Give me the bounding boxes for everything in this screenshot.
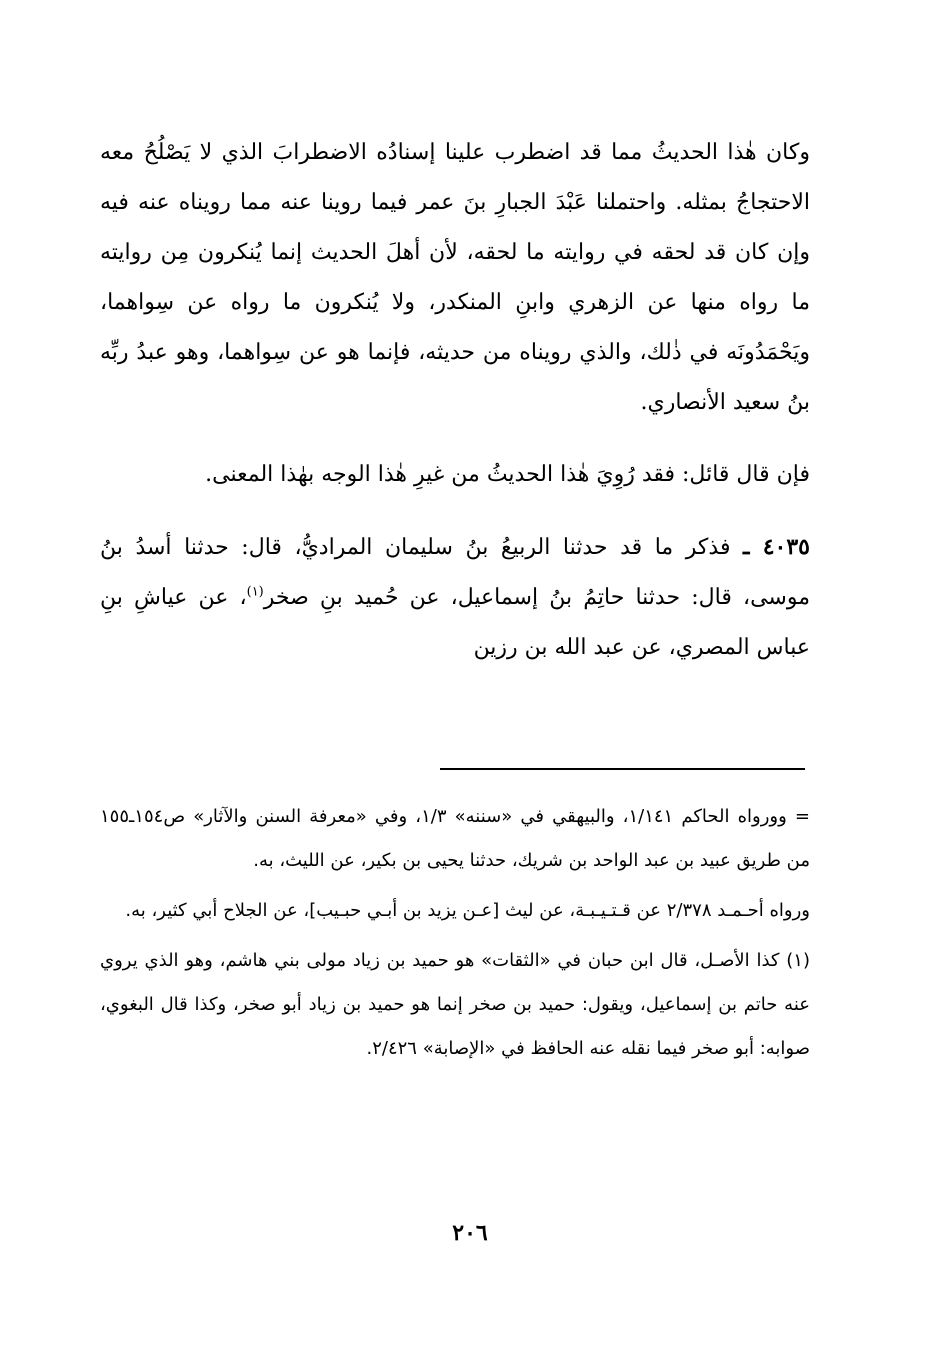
main-text — [100, 128, 810, 673]
page-number: ٢٠٦ — [452, 1220, 488, 1246]
hadith-text-b: ، عن عياشِ بنِ عباس المصري، عن عبد الله بن رزين — [100, 585, 810, 660]
paragraph: فإن قال قائل: فقد رُوِيَ هٰذا الحديثُ من غيرِ هٰذا الوجه بهٰذا المعنى. — [205, 462, 810, 487]
hadith-paragraph — [100, 522, 810, 673]
footnotes — [100, 795, 810, 1071]
footnote-divider — [440, 768, 805, 770]
footnote-1: (١) كذا الأصـل، قال ابن حبان في «الثقات» هو حميد بن زياد مولى بني هاشم، وهو الذي يروي عنه حاتم بن إسماعيل، ويقول: حميد بن صخر إنما هو حميد بن زياد أبو صخر، وكذا قال البغوي، صوابه: أبو صخر فيما نقله عنه الحافظ في «الإصابة» ٢/٤٢٦. — [100, 950, 810, 1059]
footnote-continuation: ورواه أحـمـد ٢/٣٧٨ عن قـتـيـبـة، عن ليث [عـن يزيد بن أبـي حبـيب]، عن الجلاح أبي كثير، به. — [125, 900, 810, 921]
hadith-number: ٤٠٣٥ ـ — [743, 534, 810, 560]
footnote-continuation: = وورواه الحاكم ١/١٤١، والبيهقي في «سننه» ١/٣، وفي «معرفة السنن والآثار» ص١٥٤ـ١٥٥ من طريق عبيد بن عبد الواحد بن شريك، حدثنا يحيى بن بكير، عن الليث، به. — [100, 806, 810, 871]
paragraph: وكان هٰذا الحديثُ مما قد اضطرب علينا إسنادُه الاضطرابَ الذي لا يَصْلُحُ معه الاحتجاجُ بمثله. واحتملنا عَبْدَ الجبارِ بنَ عمر فيما روينا عنه مما رويناه عنه فيه وإن كان قد لحقه في روايته ما لحقه، لأن أهلَ الحديث إنما يُنكرون مِن روايته ما رواه منها عن الزهري وابنِ المنكدر، ولا يُنكرون ما رواه عن سِواهما، ويَحْمَدُونَه في ذٰلك، والذي رويناه من حديثه، فإنما هو عن سِواهما، وهو عبدُ ربِّه بنُ سعيد الأنصاري. — [100, 140, 810, 415]
footnote-marker: (١) — [246, 584, 264, 600]
hadith-text-a: فذكر ما قد حدثنا الربيعُ بنُ سليمان المراديُّ، قال: حدثنا أسدُ بنُ موسى، قال: حدثنا حاتِمُ بنُ إسماعيل، عن حُميد بنِ صخر — [100, 535, 810, 610]
